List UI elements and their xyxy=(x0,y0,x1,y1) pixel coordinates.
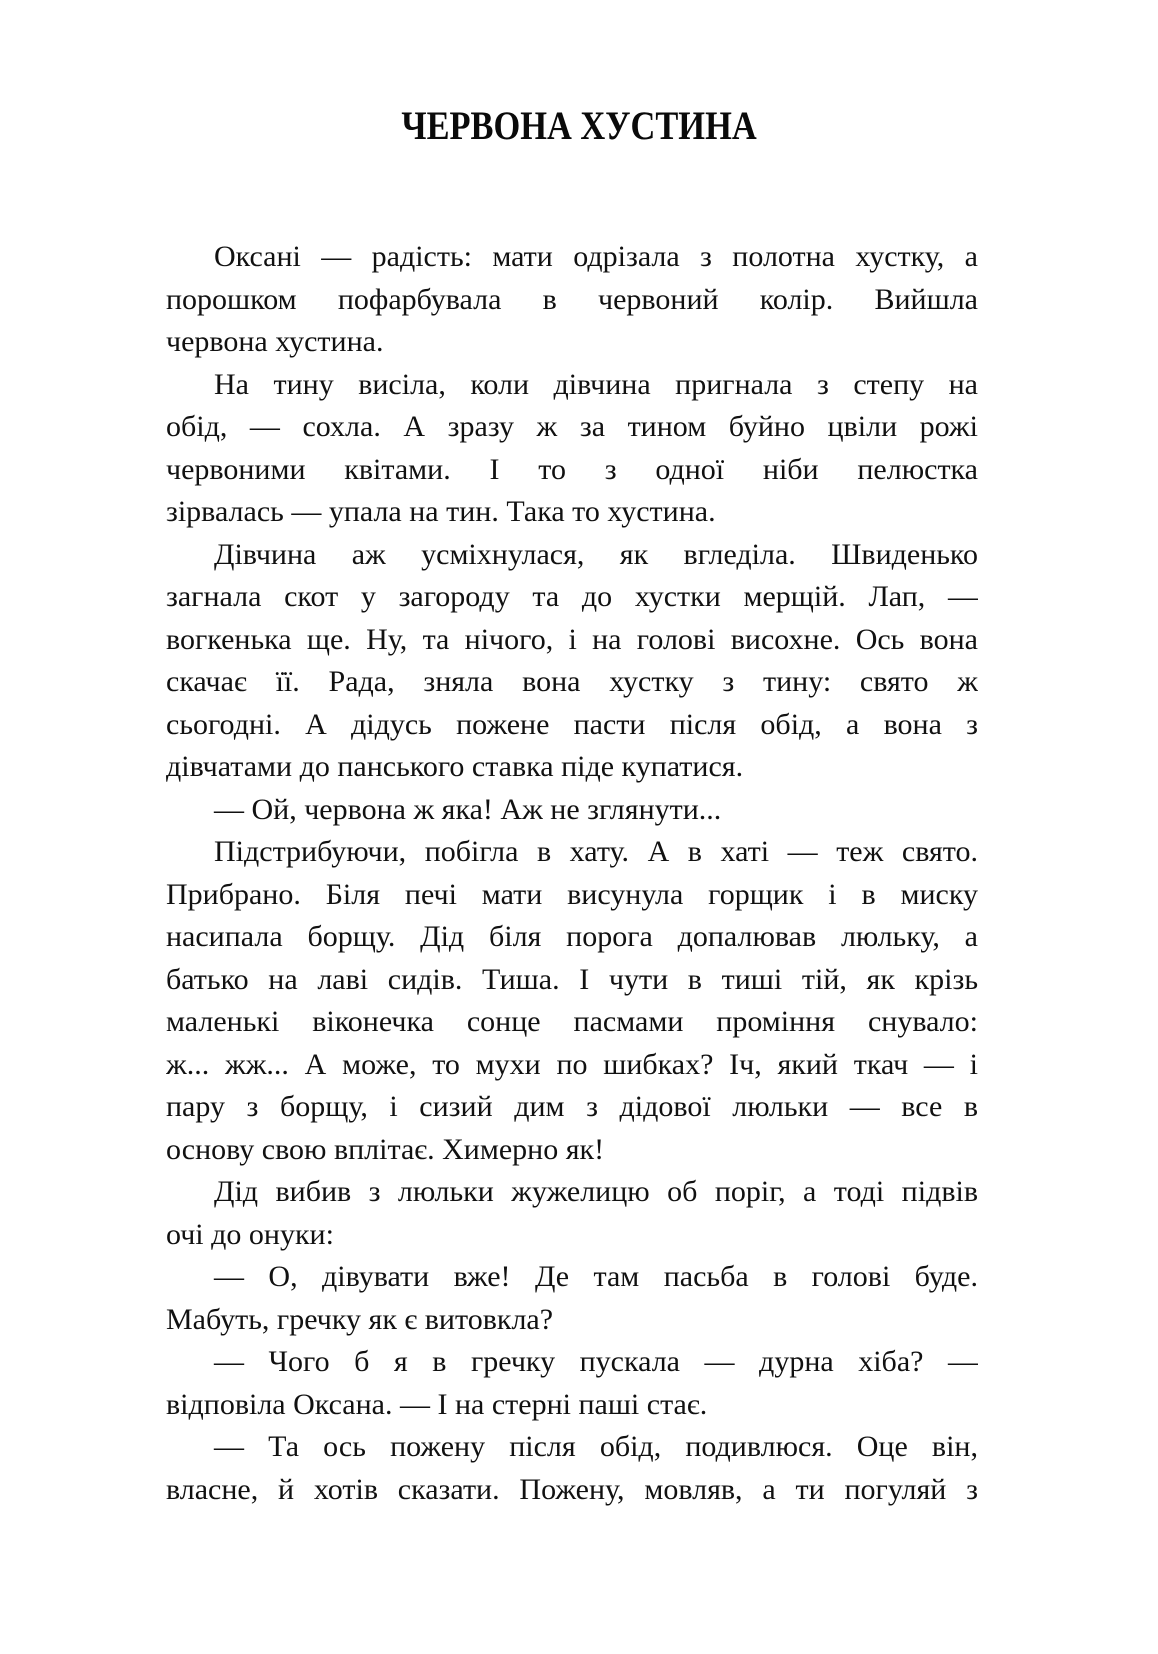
text-line: власне, й хотів сказати. Пожену, мовляв, а ти погуляй з xyxy=(166,1472,978,1506)
text-line: — О, дівувати вже! Де там пасьба в голові буде. xyxy=(214,1260,978,1293)
text-line: батько на лаві сидів. Тиша. І чути в тиші тій, як крізь xyxy=(166,962,978,996)
body-text xyxy=(166,236,978,1511)
text-line: Прибрано. Біля печі мати висунула горщик і в миску xyxy=(166,877,978,911)
text-line: червоними квітами. І то з одної ніби пелюстка xyxy=(166,452,978,486)
text-line: Оксані — радість: мати одрізала з полотна хустку, а xyxy=(214,240,978,273)
text-line: На тину висіла, коли дівчина пригнала з степу на xyxy=(214,367,978,401)
text-line: червона хустина. xyxy=(166,325,384,358)
text-line: відповіла Оксана. — І на стерні паші стає. xyxy=(166,1387,708,1421)
text-line: Дід вибив з люльки жужелицю об поріг, а тоді підвів xyxy=(214,1175,978,1208)
text-line: основу свою вплітає. Химерно як! xyxy=(166,1132,605,1166)
text-line: загнала скот у загороду та до хустки мерщій. Лап, — xyxy=(166,580,978,613)
text-line: вогкенька ще. Ну, та нічого, і на голові висохне. Ось вона xyxy=(166,622,978,656)
text-line: насипала борщу. Дід біля порога допалював люльку, а xyxy=(166,920,978,953)
text-line: очі до онуки: xyxy=(166,1217,334,1251)
chapter-title: ЧЕРВОНА ХУСТИНА xyxy=(401,103,757,148)
text-line: Дівчина аж усміхнулася, як вгледіла. Швиденько xyxy=(214,537,978,571)
text-line: — Та ось пожену після обід, подивлюся. Оце він, xyxy=(214,1430,978,1463)
text-line: — Чого б я в гречку пускала — дурна хіба? — xyxy=(214,1345,978,1378)
text-line: сьогодні. А дідусь пожене пасти після обід, а вона з xyxy=(166,707,978,741)
text-line: обід, — сохла. А зразу ж за тином буйно цвіли рожі xyxy=(166,410,978,443)
text-line: маленькі віконечка сонце пасмами проміння снувало: xyxy=(166,1005,978,1038)
text-line: дівчатами до панського ставка піде купатися. xyxy=(166,750,744,783)
text-line: Підстрибуючи, побігла в хату. А в хаті — теж свято. xyxy=(214,835,978,868)
text-line: ж... жж... А може, то мухи по шибках? Іч, який ткач — і xyxy=(166,1047,978,1081)
text-line: Мабуть, гречку як є витовкла? xyxy=(166,1302,554,1336)
text-line: порошком пофарбувала в червоний колір. Вийшла xyxy=(166,282,978,316)
text-line: — Ой, червона ж яка! Аж не зглянути... xyxy=(214,792,722,826)
text-line: скачає її. Рада, зняла вона хустку з тину: свято ж xyxy=(166,665,978,698)
text-line: зірвалась — упала на тин. Така то хустина. xyxy=(166,495,716,528)
text-line: пару з борщу, і сизий дим з дідової люльки — все в xyxy=(166,1090,978,1123)
